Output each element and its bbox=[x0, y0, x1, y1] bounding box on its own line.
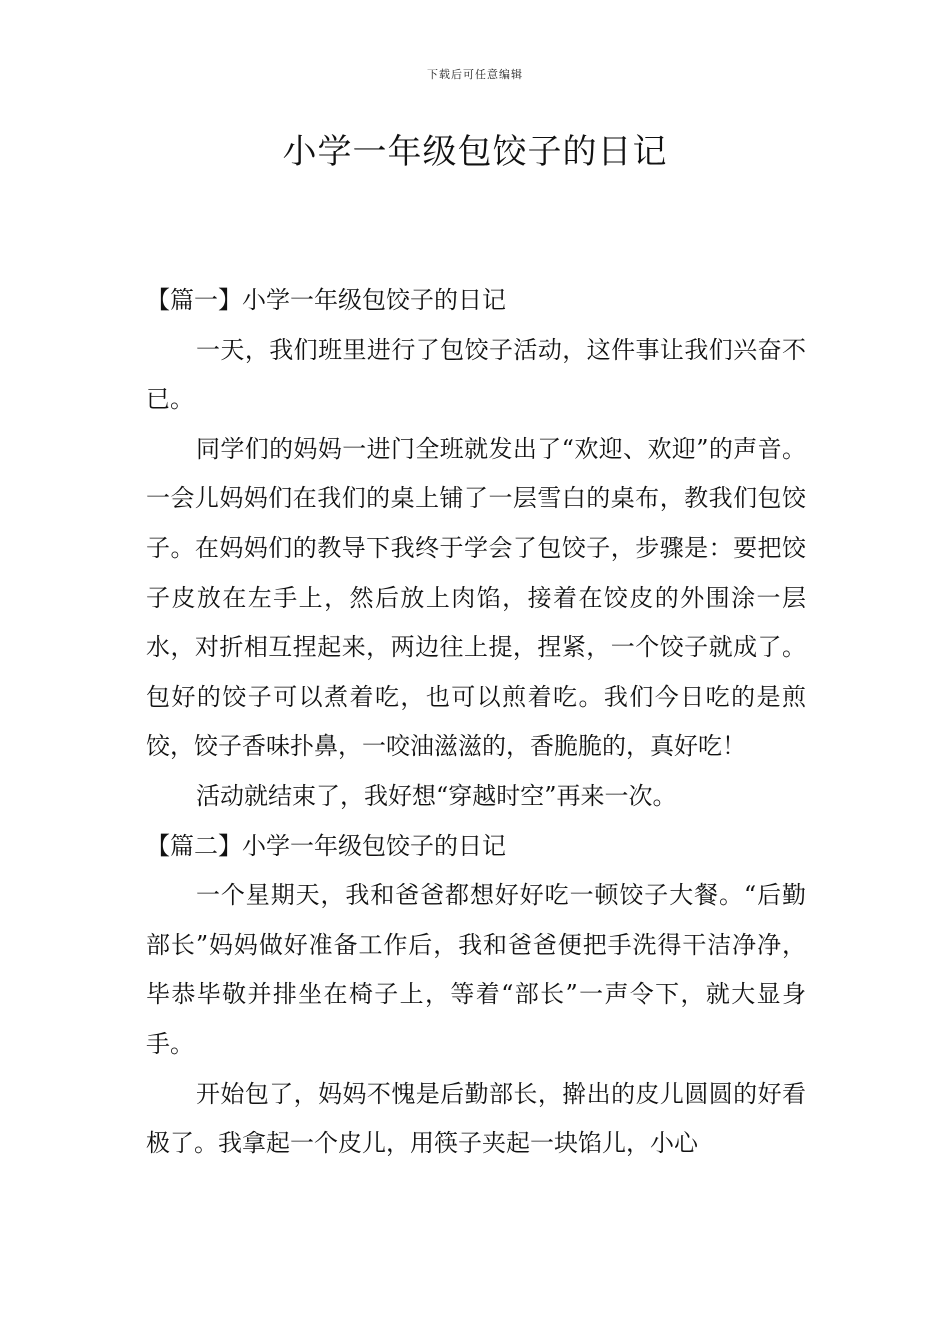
header-note: 下载后可任意编辑 bbox=[427, 68, 523, 81]
document-title: 小学一年级包饺子的日记 bbox=[282, 132, 668, 172]
section-heading-2: 【篇二】小学一年级包饺子的日记 bbox=[146, 831, 506, 860]
section-heading-1: 【篇一】小学一年级包饺子的日记 bbox=[146, 286, 506, 314]
paragraph-4: 一个星期天，我和爸爸都想好好吃一顿饺子大餐。“后勤部长”妈妈做好准备工作后，我和爸爸便把手洗得干洁净净，毕恭毕敬并排坐在椅子上，等着“部长”一声令下，就大显身手。 bbox=[146, 881, 806, 1058]
document-body bbox=[146, 276, 806, 1169]
paragraph-5: 开始包了，妈妈不愧是后勤部长，擀出的皮儿圆圆的好看极了。我拿起一个皮儿，用筷子夹起一块馅儿，小心 bbox=[146, 1079, 806, 1158]
paragraph-2: 同学们的妈妈一进门全班就发出了“欢迎、欢迎”的声音。一会儿妈妈们在我们的桌上铺了一层雪白的桌布，教我们包饺子。在妈妈们的教导下我终于学会了包饺子，步骤是：要把饺子皮放在左手上，然后放上肉馅，接着在饺皮的外围涂一层水，对折相互捏起来，两边往上提，捏紧，一个饺子就成了。包好的饺子可以煮着吃，也可以煎着吃。我们今日吃的是煎饺，饺子香味扑鼻，一咬油滋滋的，香脆脆的，真好吃！ bbox=[146, 434, 806, 761]
paragraph-3: 活动就结束了，我好想“穿越时空”再来一次。 bbox=[196, 781, 677, 810]
paragraph-1: 一天，我们班里进行了包饺子活动，这件事让我们兴奋不已。 bbox=[146, 335, 806, 414]
